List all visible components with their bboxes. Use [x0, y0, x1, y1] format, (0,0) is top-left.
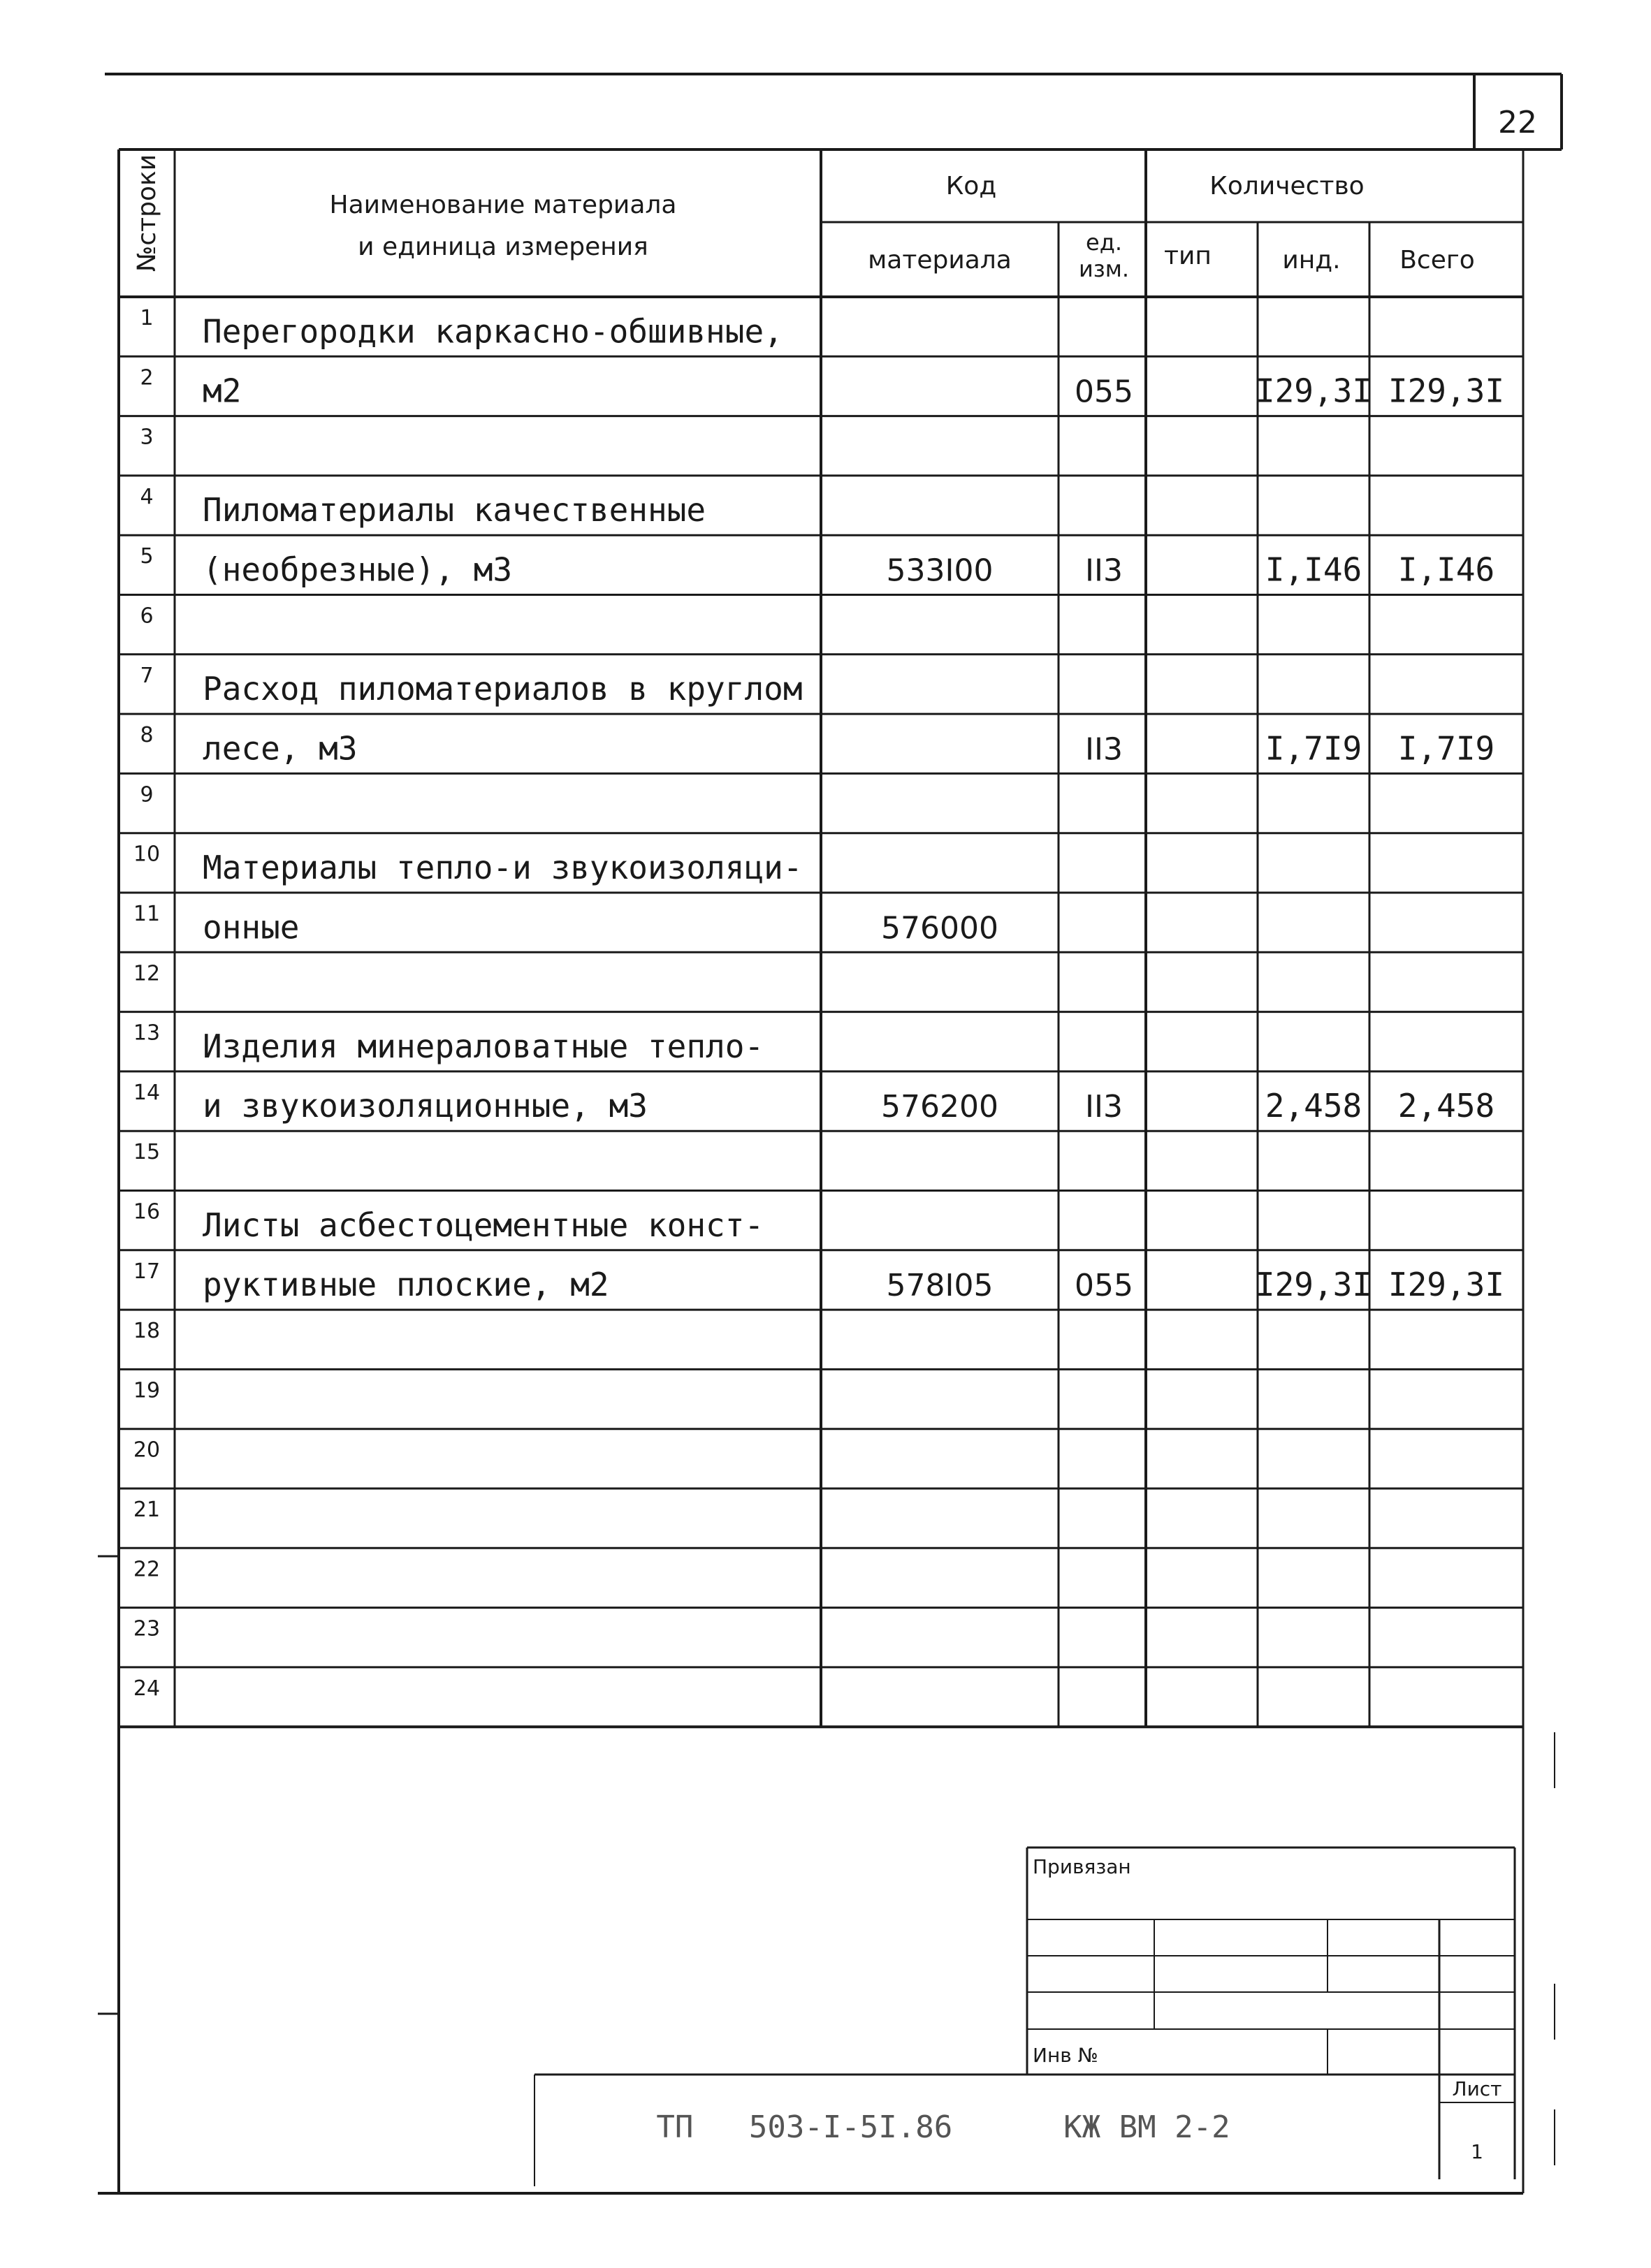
row-number: 14 — [133, 1080, 161, 1105]
material-code: 578I05 — [886, 1268, 994, 1304]
row-number: 24 — [133, 1676, 161, 1701]
material-name: руктивные плоские, м2 — [203, 1266, 609, 1304]
table-row — [133, 1557, 160, 1581]
row-number: 15 — [133, 1140, 161, 1165]
row-number: 9 — [140, 782, 154, 807]
quantity-total: I29,3I — [1388, 1266, 1505, 1304]
row-number: 16 — [133, 1199, 161, 1224]
table-row — [133, 961, 160, 986]
sheet-number: 1 — [1471, 2140, 1483, 2163]
header-unit-line2: изм. — [1078, 256, 1130, 282]
material-name: лесе, м3 — [203, 729, 358, 768]
table-row — [140, 306, 783, 350]
table-row — [133, 1200, 764, 1244]
quantity-individual: I29,3I — [1255, 372, 1372, 410]
unit-code: 055 — [1075, 374, 1133, 410]
quantity-total: I,I46 — [1397, 550, 1495, 589]
material-name: и звукоизоляционные, м3 — [203, 1087, 648, 1125]
row-number: 19 — [133, 1378, 161, 1403]
attached-label: Привязан — [1033, 1855, 1131, 1878]
page-number: 22 — [1498, 105, 1537, 140]
quantity-individual: I,7I9 — [1265, 729, 1362, 768]
row-number: 13 — [133, 1020, 161, 1046]
table-row — [133, 1259, 1504, 1303]
table-row — [140, 723, 1494, 767]
header-code-material: материала — [868, 246, 1012, 275]
table-row — [140, 425, 153, 450]
table-row — [133, 1319, 160, 1343]
table-row — [140, 544, 1494, 588]
row-number: 20 — [133, 1437, 161, 1463]
row-number: 10 — [133, 842, 161, 867]
unit-code: II3 — [1085, 731, 1123, 768]
table-row — [140, 485, 706, 529]
table-row — [133, 842, 803, 886]
row-number: 18 — [133, 1319, 161, 1344]
header-unit-line1: ед. — [1086, 229, 1122, 256]
unit-code: II3 — [1085, 553, 1123, 589]
table-row — [133, 1081, 1494, 1125]
quantity-total: I,7I9 — [1397, 729, 1495, 768]
row-number: 2 — [140, 365, 154, 390]
row-number: 1 — [140, 306, 154, 330]
sheet-label: Лист — [1452, 2077, 1502, 2100]
material-name: Расход пиломатериалов в круглом — [203, 670, 803, 708]
header-name-line1: Наименование материала — [329, 191, 677, 219]
table-row — [140, 604, 153, 629]
material-name: Пиломатериалы качественные — [203, 491, 706, 529]
material-name: онные — [203, 908, 300, 946]
table-body — [133, 306, 1504, 1701]
row-number: 21 — [133, 1498, 161, 1522]
table-row — [140, 664, 802, 708]
header-qty-ind: инд. — [1282, 246, 1341, 275]
material-code: 533I00 — [886, 553, 994, 589]
material-code: 576200 — [881, 1089, 998, 1125]
table-row — [133, 1498, 160, 1522]
row-number: 12 — [133, 961, 161, 986]
unit-code: 055 — [1075, 1268, 1133, 1304]
row-number: 6 — [140, 603, 154, 629]
table-row — [133, 1676, 160, 1701]
row-number: 11 — [133, 902, 161, 926]
quantity-individual: I,I46 — [1265, 550, 1362, 589]
quantity-total: 2,458 — [1397, 1087, 1495, 1125]
header-qty-type: тип — [1164, 242, 1212, 270]
quantity-individual: I29,3I — [1255, 1266, 1372, 1304]
row-number: 8 — [140, 723, 154, 748]
header-quantity-group: Количество — [1209, 172, 1365, 200]
row-number: 5 — [140, 544, 154, 569]
row-number: 17 — [133, 1259, 161, 1284]
table-row — [133, 1021, 764, 1065]
row-number: 22 — [133, 1557, 161, 1582]
quantity-individual: 2,458 — [1265, 1087, 1362, 1125]
header-row-number: №строки — [133, 154, 161, 272]
header-name-line2: и единица измерения — [358, 233, 648, 261]
material-name: м2 — [203, 372, 242, 410]
unit-code: II3 — [1085, 1089, 1123, 1125]
header-qty-total: Всего — [1399, 246, 1475, 275]
table-row — [133, 1378, 160, 1403]
header-code-group: Код — [945, 172, 997, 200]
page-number-box — [1474, 74, 1537, 149]
row-number: 7 — [140, 663, 154, 688]
inventory-number-label: Инв № — [1033, 2044, 1098, 2067]
material-name: Перегородки каркасно-обшивные, — [203, 312, 783, 351]
row-number: 4 — [140, 484, 154, 509]
title-block — [534, 1848, 1515, 2186]
table-row — [140, 782, 153, 807]
row-number: 3 — [140, 425, 154, 450]
table-row — [133, 1140, 160, 1164]
quantity-total: I29,3I — [1388, 372, 1505, 410]
material-code: 576000 — [881, 910, 998, 946]
table-row — [133, 902, 998, 946]
material-name: (необрезные), м3 — [203, 550, 513, 589]
table-row — [133, 1617, 160, 1641]
document-designation: ТП 503-I-5I.86 КЖ ВМ 2-2 — [656, 2109, 1230, 2145]
material-name: Изделия минераловатные тепло- — [203, 1027, 764, 1065]
material-name: Материалы тепло-и звукоизоляци- — [203, 849, 803, 886]
table-header — [133, 154, 1475, 282]
material-name: Листы асбестоцементные конст- — [203, 1206, 764, 1244]
row-number: 23 — [133, 1616, 161, 1641]
table-row — [133, 1438, 160, 1463]
